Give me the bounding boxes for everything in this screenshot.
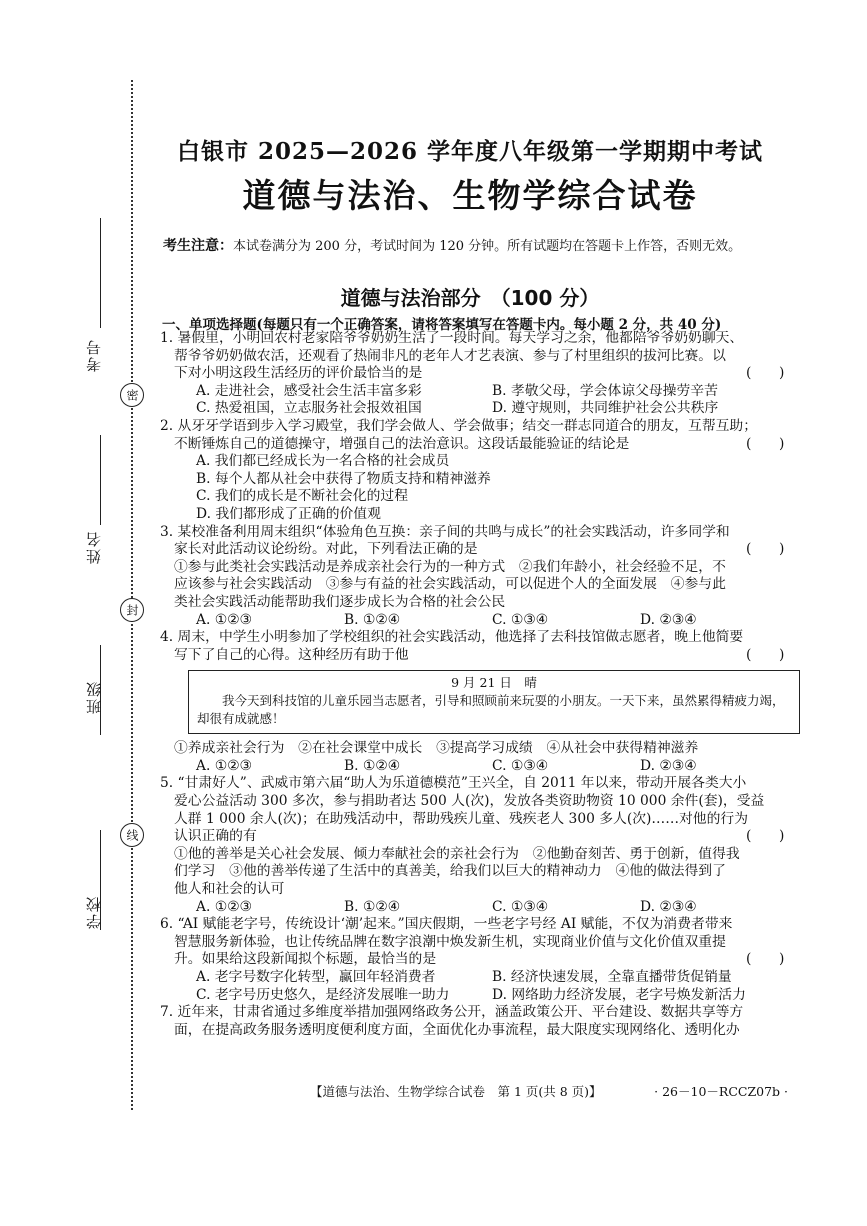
option-b: B. 经济快速发展，全靠直播带货促销量 [492,969,732,985]
binding-dotted-line [131,80,133,1110]
question-text-line: 爱心公益活动 300 多次，参与捐助者达 500 人(次)，发放各类资助物资 10 000 余件(套)，受益 [174,793,765,810]
question-1 [160,330,788,418]
school-label: 学校 [85,895,103,929]
question-text-line: 下对小明这段生活经历的评价最恰当的是 [174,365,423,382]
question-text-line: 3. 某校准备利用周末组织“体验角色互换：亲子间的共鸣与成长”的社会实践活动，许多同学和 [160,523,730,540]
answer-bracket: ( ) [746,951,785,968]
option-a: A. ①②③ [196,611,252,628]
question-text-line: 4. 周末，中学生小明参加了学校组织的社会实践活动，他选择了去科技馆做志愿者，晚上他简要 [160,629,744,646]
seal-mark-feng: 封 [120,598,144,622]
question-7 [160,1004,788,1039]
question-text-line: 6. “AI 赋能老字号，传统设计‘潮’起来。”国庆假期，一些老字号经 AI 赋能，不仅为消费者带来 [160,916,733,933]
exam-number-field[interactable] [100,218,101,328]
question-6 [160,916,788,1004]
question-text-line: ①参与此类社会实践活动是养成亲社会行为的一种方式 ②我们年龄小，社会经验不足，不 [174,558,726,575]
question-text-line: 写下了自己的心得。这种经历有助于他 [174,646,409,663]
notice-text: 本试卷满分为 200 分，考试时间为 120 分钟。所有试题均在答题卡上作答，否则无效。 [233,239,742,254]
question-text-line: 智慧服务新体验，也让传统品牌在数字浪潮中焕发新生机，实现商业价值与文化价值双重提 [174,933,726,950]
question-text-line: 家长对此活动议论纷纷。对此，下列看法正确的是 [174,541,478,558]
option-d: D. ②③④ [640,898,697,915]
option-c: C. ①③④ [492,898,548,915]
question-3 [160,524,788,630]
paper-title: 道德与法治、生物学综合试卷 [242,176,698,215]
option-b: B. ①②④ [344,757,401,774]
questions-area [160,330,788,1039]
question-text-line: 2. 从牙牙学语到步入学习殿堂，我们学会做人、学会做事；结交一群志同道合的朋友，互帮互助； [160,417,758,434]
question-text-line: 不断锤炼自己的道德操守，增强自己的法治意识。这段话最能验证的结论是 [174,435,630,452]
part-heading: 一、单项选择题(每题只有一个正确答案，请将答案填写在答题卡内。每小题 2 分，共 40 分) [162,317,722,333]
question-text-line: 认识正确的有 [174,828,257,845]
question-text-line: 升。如果给这段新闻拟个标题，最恰当的是 [174,951,437,968]
question-text-line: 5. “甘肃好人”、武威市第六届“助人为乐道德模范”王兴全，自 2011 年以来，带动开展各类大小 [160,775,747,792]
name-label: 姓名 [85,530,103,564]
answer-bracket: ( ) [746,541,785,558]
option-b: B. ①②④ [344,611,401,628]
footer-code: · 26－10－RCCZ07b · [654,1084,788,1099]
answer-bracket: ( ) [746,646,785,663]
question-text-line: 帮爷爷奶奶做农活，还观看了热闹非凡的老年人才艺表演、参与了村里组织的拔河比赛。以 [174,347,726,364]
exam-number-label: 考号 [85,338,103,372]
class-label: 班级 [85,680,103,714]
option-a: A. 走进社会，感受社会生活丰富多彩 [196,382,422,399]
question-text-line: 7. 近年来，甘肃省通过多维度举措加强网络政务公开，涵盖政策公开、平台建设、数据共享等方 [160,1004,744,1021]
question-text-line: 面，在提高政务服务透明度便利度方面，全面优化办事流程，最大限度实现网络化、透明化办 [174,1021,740,1038]
question-4 [160,629,788,775]
option-a: A. ①②③ [196,898,252,915]
seal-mark-mi: 密 [120,383,144,407]
option-c: C. 我们的成长是不断社会化的过程 [196,488,408,505]
option-a: A. ①②③ [196,757,252,774]
option-c: C. ①③④ [492,757,548,774]
question-text-line: 1. 暑假里，小明回农村老家陪爷爷奶奶生活了一段时间。每天学习之余，他都陪爷爷奶奶聊天、 [160,330,744,346]
answer-bracket: ( ) [746,365,785,382]
option-d: D. 网络助力经济发展，老字号焕发新活力 [492,986,746,1003]
option-d: D. ②③④ [640,611,697,628]
diary-box [188,670,800,734]
option-a: A. 老字号数字化转型，赢回年轻消费者 [196,969,436,985]
question-statements: ①养成亲社会行为 ②在社会课堂中成长 ③提高学习成绩 ④从社会中获得精神滋养 [174,740,699,757]
question-text-line: 人群 1 000 余人(次)；在助残活动中，帮助残疾儿童、残疾老人 300 多人(次)……对他的行为 [174,810,748,827]
question-text-line: 们学习 ③他的善举传递了生活中的真善美，给我们以巨大的精神动力 ④他的做法得到了 [174,863,726,880]
name-field[interactable] [100,435,101,525]
answer-bracket: ( ) [746,828,785,845]
question-text-line: 他人和社会的认可 [174,881,285,898]
option-a: A. 我们都已经成长为一名合格的社会成员 [196,453,450,470]
option-c: C. 老字号历史悠久，是经济发展唯一助力 [196,986,450,1003]
question-2 [160,418,788,524]
option-b: B. ①②④ [344,898,401,915]
footer-page-info: 【道德与法治、生物学综合试卷 第 1 页(共 8 页)】 [310,1084,602,1099]
answer-bracket: ( ) [746,435,785,452]
candidate-notice [163,235,833,255]
question-5 [160,775,788,916]
option-d: D. 我们都形成了正确的价值观 [196,505,381,522]
option-c: C. ①③④ [492,611,548,628]
question-text-line: 应该参与社会实践活动 ③参与有益的社会实践活动，可以促进个人的全面发展 ④参与此 [174,576,726,593]
option-d: D. ②③④ [640,757,697,774]
option-b: B. 每个人都从社会中获得了物质支持和精神滋养 [196,470,491,487]
section-title: 道德与法治部分 （100 分） [340,286,600,310]
diary-body: 我今天到科技馆的儿童乐园当志愿者，引导和照顾前来玩耍的小朋友。一天下来，虽然累得精疲力竭，却很有成就感！ [197,693,785,727]
seal-mark-xian: 线 [120,823,144,847]
option-d: D. 遵守规则，共同维护社会公共秩序 [492,400,719,417]
diary-date: 9 月 21 日 晴 [451,675,537,691]
exam-title: 白银市 2025—2026 学年度八年级第一学期期中考试 [176,138,764,165]
notice-label: 考生注意： [163,238,233,254]
option-c: C. 热爱祖国，立志服务社会报效祖国 [196,400,422,417]
question-text-line: ①他的善举是关心社会发展、倾力奉献社会的亲社会行为 ②他勤奋刻苦、勇于创新，值得我 [174,845,740,862]
option-b: B. 孝敬父母，学会体谅父母操劳辛苦 [492,382,718,399]
question-text-line: 类社会实践活动能帮助我们逐步成长为合格的社会公民 [174,593,506,610]
